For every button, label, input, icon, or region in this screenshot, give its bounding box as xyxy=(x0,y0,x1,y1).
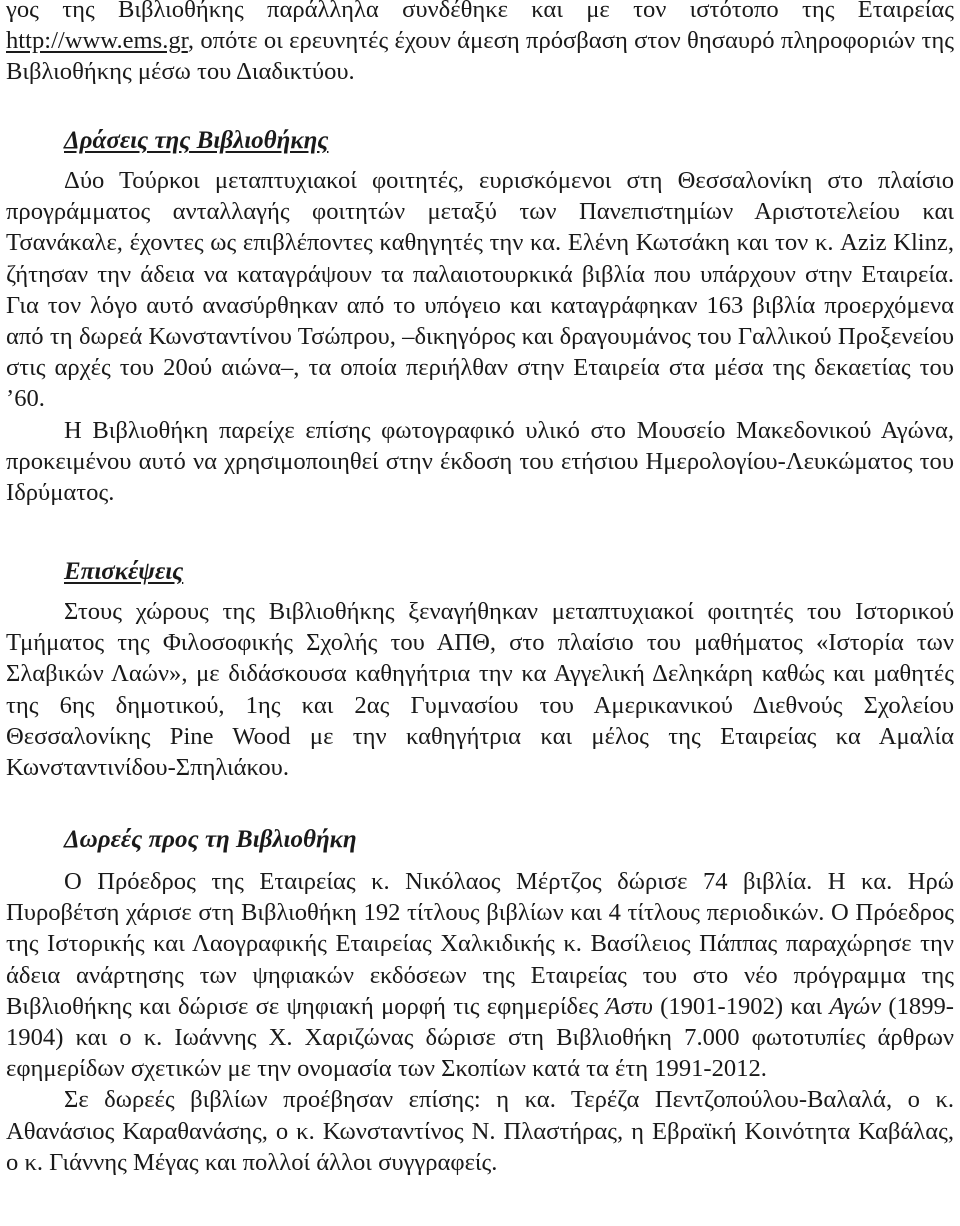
episkepseis-section xyxy=(6,596,954,783)
intro-section xyxy=(6,0,954,88)
newspaper-agon: Αγών xyxy=(829,992,882,1020)
intro-text-rest: , οπότε οι ερευνητές έχουν άμεση πρόσβαση στον θησαυρό πληροφοριών της Βιβλιοθήκης μέσω του Διαδικτύου. xyxy=(6,27,954,86)
doreies-section xyxy=(6,866,954,1178)
intro-text-start: γος της Βιβλιοθήκης παράλληλα συνδέθηκε και με τον ιστότοπο της Εταιρείας xyxy=(6,0,954,23)
intro-paragraph xyxy=(6,0,954,88)
heading-episkepseis: Επισκέψεις xyxy=(64,558,184,585)
draseis-section xyxy=(6,165,954,508)
heading-draseis: Δράσεις της Βιβλιοθήκης xyxy=(64,127,329,154)
newspaper-asty: Άστυ xyxy=(605,992,653,1020)
draseis-paragraph-2: Η Βιβλιοθήκη παρείχε επίσης φωτογραφικό υλικό στο Μουσείο Μακεδονικού Αγώνα, προκειμένου αυτό να χρησιμοποιηθεί στην έκδοση του ετήσιου Ημερολογίου-Λευκώματος του Ιδρύματος. xyxy=(6,416,954,507)
episkepseis-paragraph-1: Στους χώρους της Βιβλιοθήκης ξεναγήθηκαν μεταπτυχιακοί φοιτητές του Ιστορικού Τμήματος της Φιλοσοφικής Σχολής του ΑΠΘ, στο πλαίσιο του μαθήματος «Ιστορία των Σλαβικών Λαών», με διδάσκουσα καθηγήτρια την κα Αγγελική Δεληκάρη καθώς και μαθητές της 6ης δημοτικού, 1ης και 2ας Γυμνασίου του Αμερικανικού Διεθνούς Σχολείου Θεσσαλονίκης Pine Wood με την καθηγήτρια και μέλος της Εταιρείας κα Αμαλία Κωνσταντινίδου-Σπηλιάκου. xyxy=(6,598,954,782)
doreies-paragraph-1: Ο Πρόεδρος της Εταιρείας κ. Νικόλαος Μέρτζος δώρισε 74 βιβλία. Η κα. Ηρώ Πυροβέτση χάρισε στη Βιβλιοθήκη 192 τίτλους βιβλίων και 4 τίτλους περιοδικών. Ο Πρόεδρος της Ιστορικής και Λαογραφικής Εταιρείας Χαλκιδικής κ. Βασίλειος Πάππας παραχώρησε την άδεια ανάρτησης των ψηφιακών εκδόσεων της Εταιρείας του στο νέο πρόγραμμα της Βιβλιοθήκης και δώρισε σε ψηφιακή μορφή τις εφημερίδες Άστυ (1901-1902) και Αγών (1899-1904) και ο κ. Ιωάννης Χ. Χαριζώνας δώρισε στη Βιβλιοθήκη 7.000 φωτοτυπίες άρθρων εφημερίδων σχετικών με την ονομασία των Σκοπίων κατά τα έτη 1991-2012. xyxy=(6,868,954,1083)
draseis-paragraph-1: Δύο Τούρκοι μεταπτυχιακοί φοιτητές, ευρισκόμενοι στη Θεσσαλονίκη στο πλαίσιο προγράμματος ανταλλαγής φοιτητών μεταξύ των Πανεπιστημίων Αριστοτελείου και Τσανάκαλε, έχοντες ως επιβλέποντες καθηγητές την κα. Ελένη Κωτσάκη και τον κ. Aziz Klinz, ζήτησαν την άδεια να καταγράψουν τα παλαιοτουρκικά βιβλία που υπάρχουν στην Εταιρεία. Για τον λόγο αυτό ανασύρθηκαν από το υπόγειο και καταγράφηκαν 163 βιβλία προερχόμενα από τη δωρεά Κωνσταντίνου Τσώπρου, –δικηγόρος και δραγουμάνος του Γαλλικού Προξενείου στις αρχές του 20ού αιώνα–, τα οποία περιήλθαν στην Εταιρεία στα μέσα της δεκαετίας του ’60. xyxy=(6,167,954,413)
heading-doreies: Δωρεές προς τη Βιβλιοθήκη xyxy=(64,826,357,853)
ems-website-link[interactable]: http://www.ems.gr xyxy=(6,27,188,55)
doreies-paragraph-2: Σε δωρεές βιβλίων προέβησαν επίσης: η κα. Τερέζα Πεντζοπούλου-Βαλαλά, ο κ. Αθανάσιος Καραθανάσης, ο κ. Κωνσταντίνος Ν. Πλαστήρας, η Εβραϊκή Κοινότητα Καβάλας, ο κ. Γιάννης Μέγας και πολλοί άλλοι συγγραφείς. xyxy=(6,1086,954,1176)
